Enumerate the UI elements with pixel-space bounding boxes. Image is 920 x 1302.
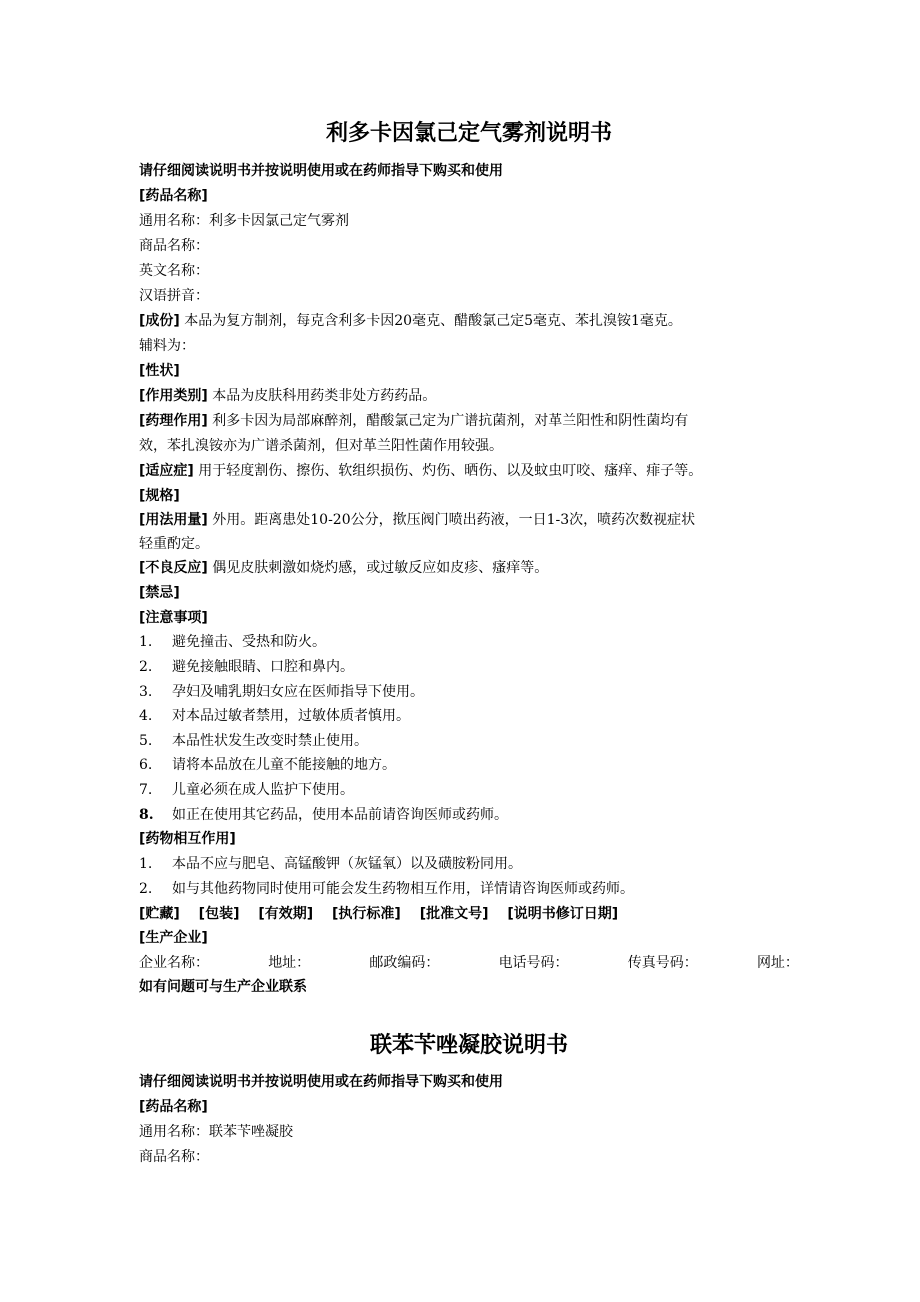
precaution-item [139, 731, 799, 751]
doc1-usage-cont: 轻重酌定。 [139, 536, 209, 552]
doc2-notice: 请仔细阅读说明书并按说明使用或在药师指导下购买和使用 [139, 1074, 503, 1090]
doc1-spec-label: [规格] [139, 488, 180, 504]
storage-label: [贮藏] [139, 906, 180, 922]
doc1-contact: 如有问题可与生产企业联系 [139, 979, 307, 995]
precaution-number: 5. [139, 733, 153, 749]
adverse-label: [不良反应] [139, 560, 208, 576]
doc2-name-heading: [药品名称] [139, 1099, 208, 1115]
precaution-text: 避免接触眼睛、口腔和鼻内。 [172, 659, 354, 675]
indication-label: [适应症] [139, 463, 194, 479]
interaction-item [139, 879, 799, 899]
doc1-name-heading: [药品名称] [139, 188, 208, 204]
composition-text: 本品为复方制剂，每克含利多卡因20毫克、醋酸氯己定5毫克、苯扎溴铵1毫克。 [184, 313, 682, 329]
doc1-pharmacology-cont: 效，苯扎溴铵亦为广谱杀菌剂，但对革兰阳性菌作用较强。 [139, 438, 503, 454]
precaution-number: 4. [139, 708, 153, 724]
doc1-composition-excipients: 辅料为： [139, 338, 195, 354]
doc1-pinyin: 汉语拼音： [139, 288, 209, 304]
precaution-item [139, 632, 799, 652]
composition-label: [成份] [139, 313, 180, 329]
expiry-label: [有效期] [258, 906, 314, 922]
doc1-interaction-label: [药物相互作用] [139, 831, 236, 847]
precaution-number: 2. [139, 659, 153, 675]
precaution-number: 6. [139, 757, 153, 773]
category-label: [作用类别] [139, 388, 208, 404]
interaction-item [139, 854, 799, 874]
precaution-text: 儿童必须在成人监护下使用。 [172, 782, 354, 798]
doc1-precautions-label: [注意事项] [139, 610, 208, 626]
doc1-composition [139, 311, 799, 331]
company-name-field: 企业名称： [139, 955, 209, 971]
approval-label: [批准文号] [419, 906, 489, 922]
doc1-indication [139, 461, 799, 481]
interaction-number: 2. [139, 881, 153, 897]
precaution-text: 避免撞击、受热和防火。 [172, 634, 326, 650]
doc1-title: 利多卡因氯己定气雾剂说明书 [325, 121, 612, 146]
doc1-category [139, 386, 799, 406]
package-label: [包装] [198, 906, 240, 922]
pharmacology-text: 利多卡因为局部麻醉剂，醋酸氯己定为广谱抗菌剂，对革兰阳性和阴性菌均有 [212, 413, 689, 429]
usage-label: [用法用量] [139, 512, 208, 528]
standard-label: [执行标准] [332, 906, 401, 922]
doc1-trade-name: 商品名称： [139, 238, 209, 254]
doc1-contra-label: [禁忌] [139, 585, 180, 601]
precaution-text: 本品性状发生改变时禁止使用。 [172, 733, 368, 749]
precaution-text: 孕妇及哺乳期妇女应在医师指导下使用。 [172, 684, 424, 700]
phone-field: 电话号码： [498, 955, 569, 971]
doc1-properties-label: [性状] [139, 363, 180, 379]
doc1-manufacturer-label: [生产企业] [139, 930, 208, 946]
precaution-text: 如正在使用其它药品，使用本品前请咨询医师或药师。 [172, 807, 508, 823]
adverse-text: 偶见皮肤刺激如烧灼感，或过敏反应如皮疹、瘙痒等。 [212, 560, 549, 576]
doc1-adverse [139, 558, 799, 578]
address-field: 地址： [268, 955, 311, 971]
revision-date-label: [说明书修订日期] [507, 906, 619, 922]
doc1-pharmacology [139, 411, 799, 431]
precaution-item [139, 780, 799, 800]
doc2-trade-name: 商品名称： [139, 1149, 209, 1165]
doc2-title: 联苯苄唑凝胶说明书 [369, 1033, 568, 1058]
fax-field: 传真号码： [627, 955, 698, 971]
interaction-number: 1. [139, 856, 153, 872]
category-text: 本品为皮肤科用药类非处方药药品。 [212, 388, 437, 404]
precaution-number: 8. [139, 807, 154, 823]
precaution-item [139, 706, 799, 726]
interaction-text: 本品不应与肥皂、高锰酸钾（灰锰氧）以及磺胺粉同用。 [172, 856, 522, 872]
precaution-number: 3. [139, 684, 153, 700]
postcode-field: 邮政编码： [369, 955, 440, 971]
precaution-number: 7. [139, 782, 153, 798]
doc1-tags-row [139, 904, 799, 924]
pharmacology-label: [药理作用] [139, 413, 208, 429]
doc1-notice: 请仔细阅读说明书并按说明使用或在药师指导下购买和使用 [139, 163, 503, 179]
website-field: 网址： [756, 955, 799, 971]
usage-text: 外用。距离患处10-20公分，揿压阀门喷出药液，一日1-3次，喷药次数视症状 [212, 512, 696, 528]
indication-text: 用于轻度割伤、擦伤、软组织损伤、灼伤、晒伤、以及蚊虫叮咬、瘙痒、痱子等。 [198, 463, 703, 479]
precaution-text: 请将本品放在儿童不能接触的地方。 [172, 757, 396, 773]
interaction-text: 如与其他药物同时使用可能会发生药物相互作用，详情请咨询医师或药师。 [172, 881, 634, 897]
doc1-generic-name: 通用名称：利多卡因氯己定气雾剂 [139, 213, 349, 229]
doc2-generic-name: 通用名称：联苯苄唑凝胶 [139, 1124, 293, 1140]
precaution-item [139, 682, 799, 702]
precaution-item [139, 805, 799, 825]
precaution-text: 对本品过敏者禁用，过敏体质者慎用。 [172, 708, 410, 724]
doc1-manufacturer-fields [139, 953, 799, 973]
precaution-item [139, 755, 799, 775]
doc1-usage [139, 510, 799, 530]
precaution-number: 1. [139, 634, 153, 650]
doc1-english-name: 英文名称： [139, 263, 209, 279]
precaution-item [139, 657, 799, 677]
